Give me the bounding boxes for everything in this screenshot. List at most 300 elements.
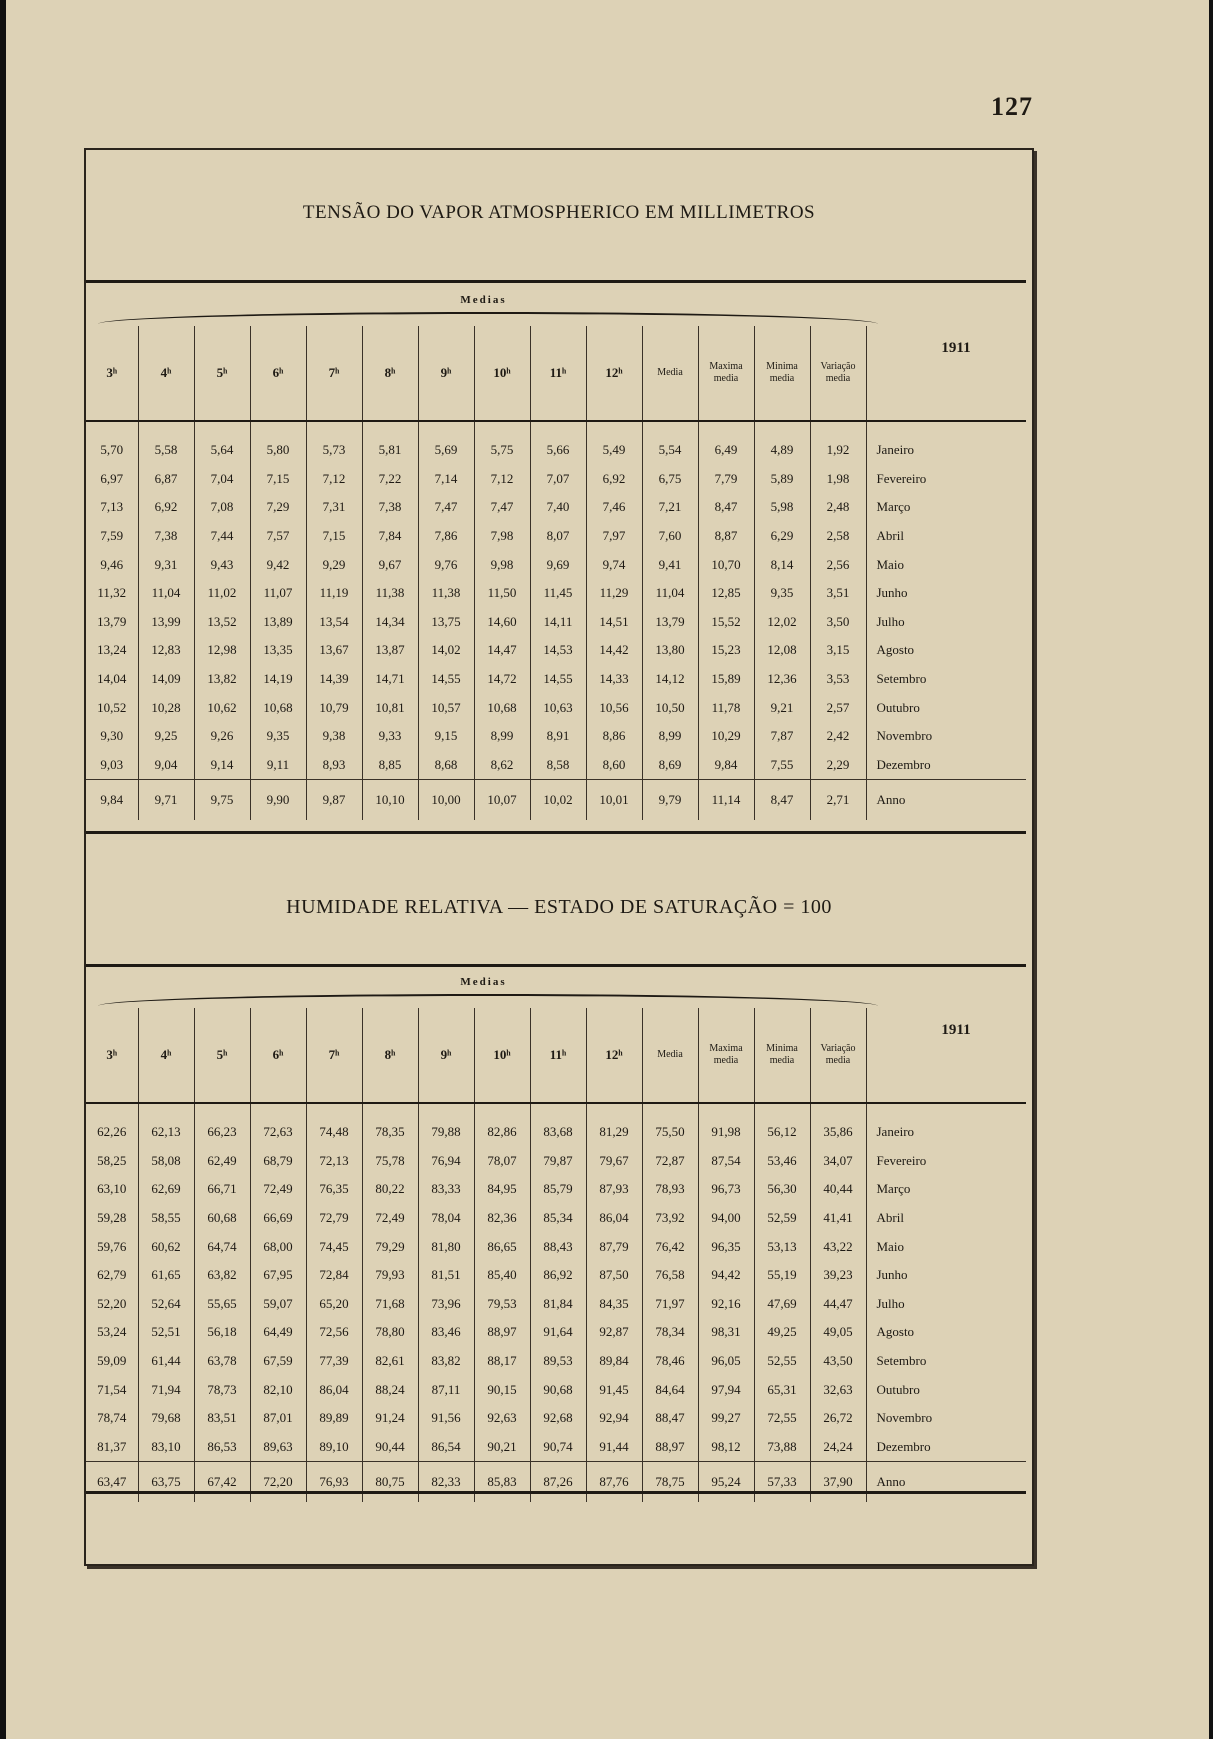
month-label: Janeiro [876,442,915,458]
humidity-section [86,840,1032,1564]
month-label: Março [876,1181,911,1197]
table-row [86,608,1026,637]
month-label: Fevereiro [876,1152,927,1168]
table-cell: 37,90 [810,1462,866,1503]
table-cell: 10,01 [586,780,642,821]
table-cell: 8,93 [306,751,362,780]
month-label: Janeiro [876,1124,915,1140]
table-cell: 14,09 [138,665,194,694]
table-cell: 44,47 [810,1290,866,1319]
table-cell: 6,87 [138,465,194,494]
table-cell: 9,11 [250,751,306,780]
table-cell: 11,38 [362,579,418,608]
month-label: Março [876,499,911,515]
month-label: Setembro [876,1353,927,1369]
table-cell: 10,10 [362,780,418,821]
month-label: Setembro [876,671,927,687]
title-rule [86,964,1026,967]
table-cell: 8,14 [754,550,810,579]
table-cell: 62,49 [194,1147,250,1176]
table-cell: 13,52 [194,608,250,637]
table-cell: 6,75 [642,465,698,494]
table-cell: 49,25 [754,1318,810,1347]
table-cell: 60,62 [138,1232,194,1261]
column-header: 6ʰ [250,1008,306,1103]
table-cell: 88,43 [530,1232,586,1261]
table-cell: 85,79 [530,1175,586,1204]
column-header: Maxima media [698,326,754,421]
table-cell: 7,12 [306,465,362,494]
table-cell: 10,62 [194,693,250,722]
table-cell: 7,47 [474,493,530,522]
table-cell: 43,22 [810,1232,866,1261]
table-cell: 13,54 [306,608,362,637]
table-cell: 77,39 [306,1347,362,1376]
column-header: 6ʰ [250,326,306,421]
table-cell: 78,07 [474,1147,530,1176]
table-cell: 12,83 [138,636,194,665]
column-header: 11ʰ [530,1008,586,1103]
table-cell: 5,58 [138,421,194,465]
month-label: Abril [876,528,904,544]
table-cell: 71,68 [362,1290,418,1319]
table-cell: 75,50 [642,1103,698,1147]
table-cell: 14,51 [586,608,642,637]
month-label: Anno [866,780,1026,821]
table-cell: 90,15 [474,1375,530,1404]
table-cell: 7,22 [362,465,418,494]
table-cell: 7,44 [194,522,250,551]
table-cell: 10,70 [698,550,754,579]
table-cell: 8,91 [530,722,586,751]
month-label: Maio [876,1238,904,1254]
table-cell: 87,50 [586,1261,642,1290]
table-cell: 65,20 [306,1290,362,1319]
table-cell: 56,30 [754,1175,810,1204]
table-cell: 9,74 [586,550,642,579]
table-cell: 14,72 [474,665,530,694]
table-cell: 59,07 [250,1290,306,1319]
table-cell: 62,69 [138,1175,194,1204]
table-cell: 79,67 [586,1147,642,1176]
table-cell: 7,04 [194,465,250,494]
table-cell: 9,87 [306,780,362,821]
table-cell: 11,04 [642,579,698,608]
table-cell: 95,24 [698,1462,754,1503]
table-cell: 11,78 [698,693,754,722]
table-cell: 86,54 [418,1433,474,1462]
table-cell: 76,93 [306,1462,362,1503]
table-cell: 10,00 [418,780,474,821]
table-cell: 49,05 [810,1318,866,1347]
table-cell: 14,53 [530,636,586,665]
table-cell: 13,35 [250,636,306,665]
table-cell: 10,07 [474,780,530,821]
table-cell: 9,38 [306,722,362,751]
table-cell: 14,11 [530,608,586,637]
table-cell: 6,92 [586,465,642,494]
table-cell: 79,29 [362,1232,418,1261]
table-cell: 58,25 [86,1147,138,1176]
table-cell: 80,22 [362,1175,418,1204]
table-cell: 14,04 [86,665,138,694]
table-cell: 65,31 [754,1375,810,1404]
table-cell: 76,94 [418,1147,474,1176]
table-cell: 52,59 [754,1204,810,1233]
table-cell: 10,79 [306,693,362,722]
section-bottom-rule [86,831,1026,834]
table-cell: 64,49 [250,1318,306,1347]
table-cell: 59,76 [86,1232,138,1261]
table-cell: 3,50 [810,608,866,637]
month-label: Anno [866,1462,1026,1503]
table-cell: 5,69 [418,421,474,465]
table-cell: 7,97 [586,522,642,551]
table-cell: 11,19 [306,579,362,608]
table-cell: 89,53 [530,1347,586,1376]
table-cell: 62,79 [86,1261,138,1290]
table-cell: 74,45 [306,1232,362,1261]
table-cell: 11,32 [86,579,138,608]
year-column-header [866,326,1026,421]
table-cell: 6,97 [86,465,138,494]
table-cell: 14,33 [586,665,642,694]
table-cell: 10,68 [250,693,306,722]
table-cell: 7,14 [418,465,474,494]
table-cell: 83,33 [418,1175,474,1204]
table-cell: 9,29 [306,550,362,579]
table-cell: 9,30 [86,722,138,751]
column-header: Media [642,326,698,421]
table-cell: 8,99 [474,722,530,751]
table-cell: 15,89 [698,665,754,694]
table-cell: 87,54 [698,1147,754,1176]
table-cell: 12,36 [754,665,810,694]
table-cell: 11,04 [138,579,194,608]
table-cell: 89,63 [250,1433,306,1462]
table-cell: 9,31 [138,550,194,579]
table-row [86,1433,1026,1462]
column-header: 10ʰ [474,1008,530,1103]
vapor-table-body [86,421,1026,820]
table-cell: 71,54 [86,1375,138,1404]
table-cell: 86,92 [530,1261,586,1290]
table-row [86,550,1026,579]
medias-brace [98,994,878,1006]
column-header: Media [642,1008,698,1103]
table-cell: 92,16 [698,1290,754,1319]
table-cell: 7,38 [138,522,194,551]
table-cell: 2,48 [810,493,866,522]
table-cell: 12,02 [754,608,810,637]
column-header: 3ʰ [86,326,138,421]
table-cell: 72,20 [250,1462,306,1503]
section-bottom-rule [86,1491,1026,1494]
table-cell: 10,28 [138,693,194,722]
table-cell: 7,59 [86,522,138,551]
table-cell: 10,63 [530,693,586,722]
column-header: 7ʰ [306,326,362,421]
table-cell: 13,99 [138,608,194,637]
column-header: 9ʰ [418,326,474,421]
table-cell: 9,90 [250,780,306,821]
table-cell: 34,07 [810,1147,866,1176]
table-cell: 7,08 [194,493,250,522]
table-cell: 7,07 [530,465,586,494]
table-cell: 7,13 [86,493,138,522]
table-cell: 8,47 [754,780,810,821]
table-cell: 14,55 [530,665,586,694]
table-cell: 3,53 [810,665,866,694]
table-cell: 97,94 [698,1375,754,1404]
table-row [86,751,1026,780]
table-cell: 83,82 [418,1347,474,1376]
table-cell: 82,36 [474,1204,530,1233]
table-cell: 58,08 [138,1147,194,1176]
table-cell: 5,98 [754,493,810,522]
table-cell: 79,68 [138,1404,194,1433]
table-cell: 8,99 [642,722,698,751]
table-row [86,636,1026,665]
table-cell: 40,44 [810,1175,866,1204]
table-cell: 67,59 [250,1347,306,1376]
table-row [86,665,1026,694]
column-header: 5ʰ [194,1008,250,1103]
table-cell: 9,35 [250,722,306,751]
annual-row [86,1462,1026,1503]
vapor-header-row [86,326,1026,421]
table-cell: 86,04 [306,1375,362,1404]
table-cell: 72,49 [362,1204,418,1233]
table-cell: 12,08 [754,636,810,665]
table-cell: 32,63 [810,1375,866,1404]
table-cell: 8,68 [418,751,474,780]
table-cell: 72,49 [250,1175,306,1204]
month-label: Abril [876,1210,904,1226]
table-row [86,421,1026,465]
table-cell: 96,73 [698,1175,754,1204]
table-cell: 56,12 [754,1103,810,1147]
table-cell: 9,71 [138,780,194,821]
table-cell: 14,19 [250,665,306,694]
table-cell: 11,45 [530,579,586,608]
column-header: Maxima media [698,1008,754,1103]
table-cell: 85,34 [530,1204,586,1233]
table-cell: 9,33 [362,722,418,751]
table-cell: 79,53 [474,1290,530,1319]
table-cell: 5,80 [250,421,306,465]
table-cell: 82,61 [362,1347,418,1376]
column-header: Minima media [754,1008,810,1103]
table-row [86,1147,1026,1176]
table-cell: 9,04 [138,751,194,780]
table-cell: 13,67 [306,636,362,665]
vapor-title: TENSÃO DO VAPOR ATMOSPHERICO EM MILLIMETROS [302,202,816,223]
humidity-table [86,1008,1026,1502]
table-cell: 8,47 [698,493,754,522]
table-cell: 7,21 [642,493,698,522]
table-cell: 11,38 [418,579,474,608]
table-cell: 88,47 [642,1404,698,1433]
table-cell: 8,62 [474,751,530,780]
table-cell: 10,57 [418,693,474,722]
table-cell: 47,69 [754,1290,810,1319]
table-cell: 87,01 [250,1404,306,1433]
table-cell: 5,66 [530,421,586,465]
table-cell: 9,43 [194,550,250,579]
table-cell: 7,98 [474,522,530,551]
column-header: 7ʰ [306,1008,362,1103]
table-cell: 68,00 [250,1232,306,1261]
table-cell: 13,82 [194,665,250,694]
table-cell: 13,75 [418,608,474,637]
table-cell: 58,55 [138,1204,194,1233]
table-cell: 43,50 [810,1347,866,1376]
table-cell: 4,89 [754,421,810,465]
table-cell: 88,97 [474,1318,530,1347]
table-cell: 87,26 [530,1462,586,1503]
table-cell: 96,35 [698,1232,754,1261]
table-cell: 92,87 [586,1318,642,1347]
month-label: Maio [876,556,904,572]
table-cell: 82,33 [418,1462,474,1503]
table-cell: 11,29 [586,579,642,608]
table-cell: 12,85 [698,579,754,608]
table-cell: 11,02 [194,579,250,608]
table-cell: 89,84 [586,1347,642,1376]
table-cell: 5,70 [86,421,138,465]
table-cell: 63,10 [86,1175,138,1204]
table-cell: 66,69 [250,1204,306,1233]
table-cell: 56,18 [194,1318,250,1347]
table-cell: 24,24 [810,1433,866,1462]
table-row [86,493,1026,522]
annual-row [86,780,1026,821]
table-row [86,1347,1026,1376]
table-cell: 7,87 [754,722,810,751]
table-cell: 78,93 [642,1175,698,1204]
column-header: 12ʰ [586,1008,642,1103]
table-cell: 55,19 [754,1261,810,1290]
table-cell: 90,68 [530,1375,586,1404]
table-cell: 12,98 [194,636,250,665]
table-cell: 5,89 [754,465,810,494]
table-cell: 2,58 [810,522,866,551]
table-cell: 82,10 [250,1375,306,1404]
table-cell: 3,15 [810,636,866,665]
table-cell: 91,56 [418,1404,474,1433]
table-cell: 10,81 [362,693,418,722]
table-cell: 89,89 [306,1404,362,1433]
table-row [86,1375,1026,1404]
table-cell: 89,10 [306,1433,362,1462]
month-label: Junho [876,585,908,601]
year-column-header [866,1008,1026,1103]
table-cell: 7,31 [306,493,362,522]
table-cell: 9,79 [642,780,698,821]
table-cell: 76,35 [306,1175,362,1204]
table-cell: 94,00 [698,1204,754,1233]
table-cell: 57,33 [754,1462,810,1503]
table-cell: 8,86 [586,722,642,751]
year-label: 1911 [941,1022,971,1038]
column-header: 10ʰ [474,326,530,421]
humidity-header-row [86,1008,1026,1103]
tables-frame [84,148,1034,1566]
table-cell: 78,46 [642,1347,698,1376]
table-cell: 82,86 [474,1103,530,1147]
table-cell: 7,79 [698,465,754,494]
column-header: 3ʰ [86,1008,138,1103]
column-header: Variação media [810,326,866,421]
table-cell: 84,35 [586,1290,642,1319]
table-cell: 72,84 [306,1261,362,1290]
table-cell: 72,56 [306,1318,362,1347]
table-cell: 7,86 [418,522,474,551]
table-cell: 91,45 [586,1375,642,1404]
table-cell: 2,29 [810,751,866,780]
table-cell: 62,13 [138,1103,194,1147]
month-label: Julho [876,613,905,629]
table-row [86,1103,1026,1147]
table-cell: 91,98 [698,1103,754,1147]
table-cell: 52,51 [138,1318,194,1347]
table-cell: 8,69 [642,751,698,780]
table-cell: 85,83 [474,1462,530,1503]
table-cell: 81,84 [530,1290,586,1319]
table-cell: 53,13 [754,1232,810,1261]
column-header: Minima media [754,326,810,421]
table-cell: 9,46 [86,550,138,579]
table-cell: 15,52 [698,608,754,637]
table-cell: 6,49 [698,421,754,465]
table-cell: 78,35 [362,1103,418,1147]
table-cell: 10,29 [698,722,754,751]
table-cell: 71,94 [138,1375,194,1404]
table-cell: 2,71 [810,780,866,821]
table-cell: 90,21 [474,1433,530,1462]
humidity-table-body [86,1103,1026,1502]
table-cell: 8,87 [698,522,754,551]
table-cell: 7,38 [362,493,418,522]
table-cell: 67,95 [250,1261,306,1290]
table-cell: 7,15 [306,522,362,551]
table-cell: 63,78 [194,1347,250,1376]
table-cell: 59,28 [86,1204,138,1233]
table-cell: 72,13 [306,1147,362,1176]
table-cell: 52,55 [754,1347,810,1376]
table-cell: 75,78 [362,1147,418,1176]
table-cell: 96,05 [698,1347,754,1376]
table-cell: 78,34 [642,1318,698,1347]
table-cell: 81,37 [86,1433,138,1462]
table-cell: 83,51 [194,1404,250,1433]
table-cell: 98,12 [698,1433,754,1462]
table-cell: 7,12 [474,465,530,494]
table-cell: 35,86 [810,1103,866,1147]
month-label: Outubro [876,699,920,715]
table-cell: 76,42 [642,1232,698,1261]
table-cell: 9,98 [474,550,530,579]
table-cell: 7,29 [250,493,306,522]
table-cell: 87,76 [586,1462,642,1503]
column-header: Variação media [810,1008,866,1103]
table-row [86,465,1026,494]
table-cell: 8,58 [530,751,586,780]
table-cell: 1,92 [810,421,866,465]
table-cell: 7,40 [530,493,586,522]
table-cell: 15,23 [698,636,754,665]
